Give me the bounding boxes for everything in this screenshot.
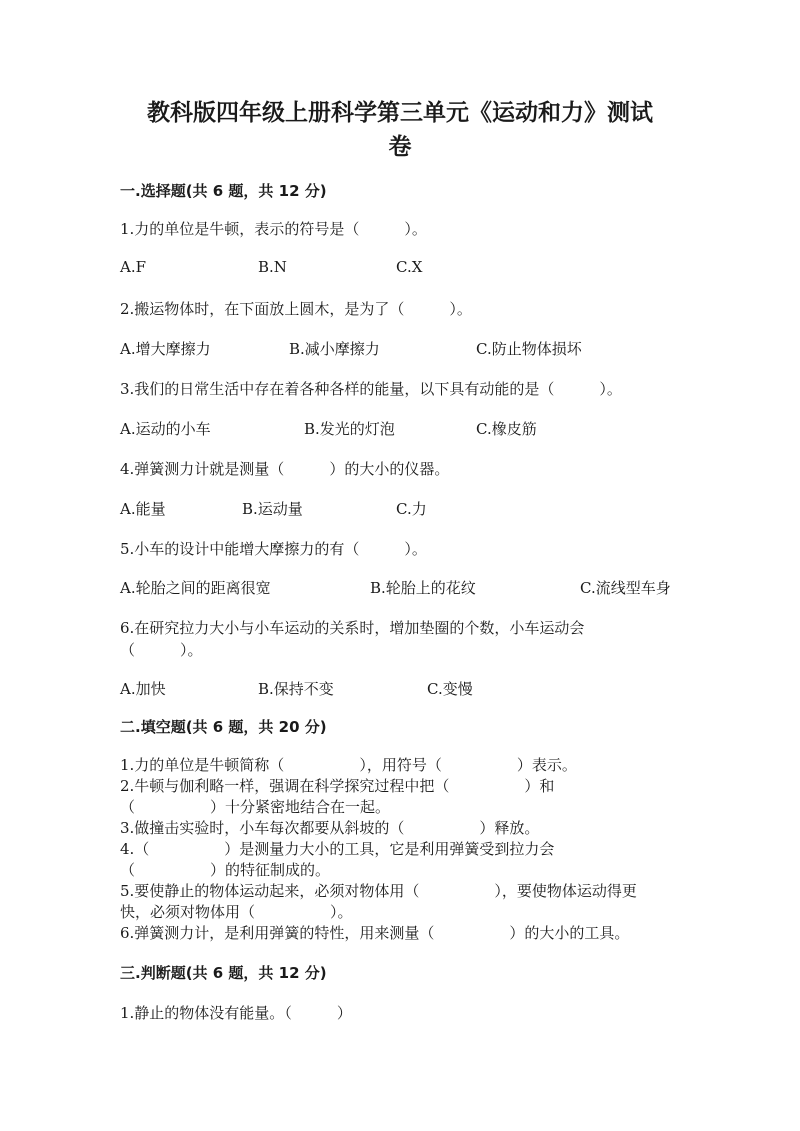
fill-line: 1.力的单位是牛顿简称（ ），用符号（ ）表示。	[120, 756, 577, 774]
choice-question-6-cont: （ ）。	[120, 641, 203, 659]
choice-4-option-c: C.力	[396, 500, 427, 518]
choice-2-option-b: B.减小摩擦力	[289, 340, 380, 358]
choice-1-option-a: A.F	[120, 258, 147, 276]
choice-3-option-c: C.橡皮筋	[476, 420, 537, 438]
choice-6-option-a: A.加快	[120, 680, 166, 698]
choice-2-option-c: C.防止物体损坏	[476, 340, 582, 358]
choice-1-option-b: B.N	[258, 258, 287, 276]
choice-question-1: 1.力的单位是牛顿，表示的符号是（ ）。	[120, 220, 427, 238]
judge-question-1: 1.静止的物体没有能量。（ ）	[120, 1004, 352, 1022]
title-line-2: 卷	[388, 134, 412, 160]
section-heading-fill: 二.填空题(共 6 题，共 20 分)	[120, 718, 327, 736]
fill-line: 5.要使静止的物体运动起来，必须对物体用（ ），要使物体运动得更	[120, 882, 637, 900]
section-heading-judge: 三.判断题(共 6 题，共 12 分)	[120, 964, 327, 982]
title-line-1: 教科版四年级上册科学第三单元《运动和力》测试	[147, 100, 653, 126]
fill-line: （ ）的特征制成的。	[120, 861, 331, 879]
choice-3-option-a: A.运动的小车	[120, 420, 211, 438]
choice-question-4: 4.弹簧测力计就是测量（ ）的大小的仪器。	[120, 460, 450, 478]
choice-4-option-a: A.能量	[120, 500, 166, 518]
fill-line: 2.牛顿与伽利略一样，强调在科学探究过程中把（ ）和	[120, 777, 555, 795]
page-title	[110, 96, 690, 164]
choice-3-option-b: B.发光的灯泡	[304, 420, 395, 438]
choice-6-option-c: C.变慢	[427, 680, 473, 698]
choice-4-option-b: B.运动量	[242, 500, 303, 518]
fill-line: 3.做撞击实验时，小车每次都要从斜坡的（ ）释放。	[120, 819, 540, 837]
fill-line: 快，必须对物体用（ ）。	[120, 903, 353, 921]
choice-1-option-c: C.X	[396, 258, 423, 276]
section-heading-choice: 一.选择题(共 6 题，共 12 分)	[120, 182, 327, 200]
fill-line: 6.弹簧测力计，是利用弹簧的特性，用来测量（ ）的大小的工具。	[120, 924, 630, 942]
fill-line: （ ）十分紧密地结合在一起。	[120, 798, 391, 816]
choice-5-option-b: B.轮胎上的花纹	[370, 579, 476, 597]
fill-line: 4.（ ）是测量力大小的工具，它是利用弹簧受到拉力会	[120, 840, 555, 858]
choice-question-5: 5.小车的设计中能增大摩擦力的有（ ）。	[120, 540, 427, 558]
choice-question-2: 2.搬运物体时，在下面放上圆木，是为了（ ）。	[120, 300, 472, 318]
fill-block	[120, 755, 700, 944]
choice-5-option-a: A.轮胎之间的距离很宽	[120, 579, 271, 597]
choice-5-option-c: C.流线型车身	[580, 579, 671, 597]
choice-question-3: 3.我们的日常生活中存在着各种各样的能量，以下具有动能的是（ ）。	[120, 380, 622, 398]
choice-6-option-b: B.保持不变	[258, 680, 334, 698]
choice-question-6: 6.在研究拉力大小与小车运动的关系时，增加垫圈的个数，小车运动会	[120, 619, 585, 637]
choice-2-option-a: A.增大摩擦力	[120, 340, 211, 358]
